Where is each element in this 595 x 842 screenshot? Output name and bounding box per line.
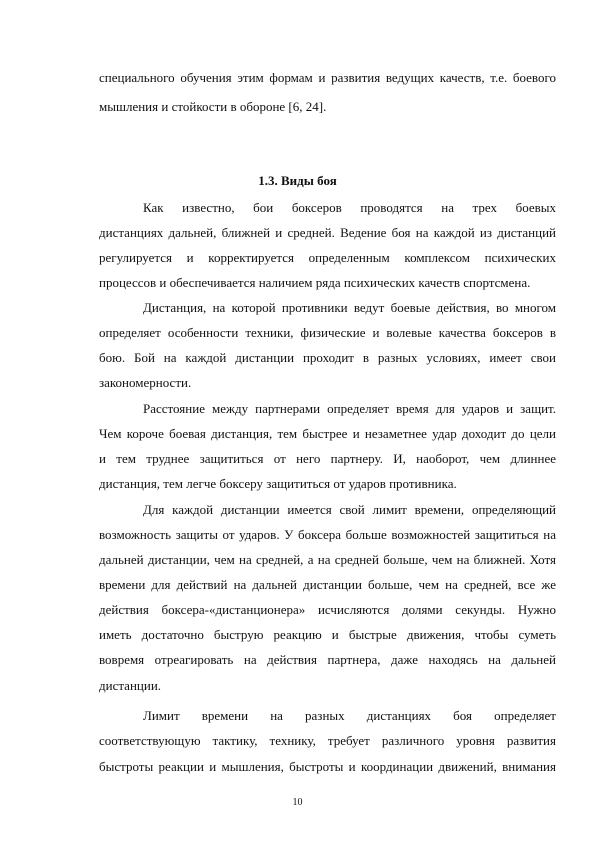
body-text-line: действия боксера-«дистанционера» исчисляются долями секунды. Нужно (99, 602, 556, 617)
body-text-line: регулируется и корректируется определенным комплексом психических (99, 250, 556, 265)
body-text-line: дистанция, тем легче боксеру защититься от ударов противника. (99, 476, 457, 491)
body-text-line: закономерности. (99, 375, 192, 390)
body-text-line: бою. Бой на каждой дистанции проходит в разных условиях, имеет свои (99, 350, 556, 365)
body-text-line: времени для действий на дальней дистанции больше, чем на средней, все же (99, 577, 556, 592)
body-text-line: Как известно, бои боксеров проводятся на трех боевых (143, 200, 556, 215)
body-text-line: специального обучения этим формам и развития ведущих качеств, т.е. боевого (99, 70, 556, 85)
body-text-line: дистанции. (99, 678, 162, 693)
page-number: 10 (292, 797, 303, 808)
body-text-line: вовремя отреагировать на действия партнера, даже находясь на дальней (99, 652, 556, 667)
body-text-line: определяет особенности техники, физические и волевые качества боксеров в (99, 325, 556, 340)
body-text-line: процессов и обеспечивается наличием ряда психических качеств спортсмена. (99, 275, 531, 290)
body-text-line: и тем труднее защититься от него партнеру. И, наоборот, чем длиннее (99, 451, 556, 466)
body-text-line: Для каждой дистанции имеется свой лимит времени, определяющий (143, 502, 556, 517)
body-text-line: Расстояние между партнерами определяет время для ударов и защит. (143, 401, 556, 416)
body-text-line: возможность защиты от ударов. У боксера больше возможностей защититься на (99, 527, 556, 542)
body-text-line: дистанциях дальней, ближней и средней. Ведение боя на каждой из дистанций (99, 225, 556, 240)
body-text-line: Чем короче боевая дистанция, тем быстрее и незаметнее удар доходит до цели (99, 426, 556, 441)
body-text-line: дальней дистанции, чем на средней, а на средней больше, чем на ближней. Хотя (99, 552, 556, 567)
body-text-line: соответствующую тактику, технику, требует различного уровня развития (99, 733, 556, 748)
body-text-line: мышления и стойкости в обороне [6, 24]. (99, 99, 327, 114)
section-heading: 1.3. Виды боя (258, 173, 337, 188)
body-text-line: иметь достаточно быструю реакцию и быстрые движения, чтобы суметь (99, 627, 556, 642)
body-text-line: быстроты реакции и мышления, быстроты и координации движений, внимания (99, 759, 556, 774)
body-text-line: Лимит времени на разных дистанциях боя определяет (143, 708, 556, 723)
body-text-line: Дистанция, на которой противники ведут боевые действия, во многом (143, 300, 556, 315)
